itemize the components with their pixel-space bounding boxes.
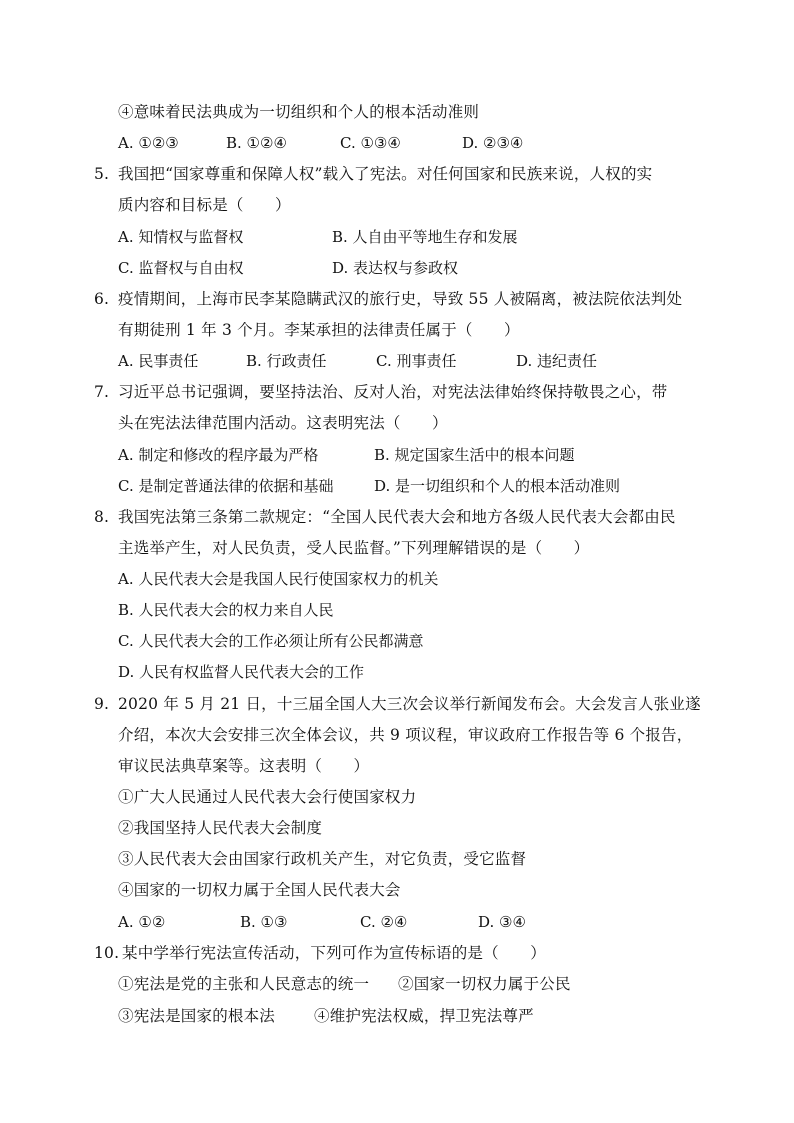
q5-option-b: B. 人自由平等地生存和发展 bbox=[332, 228, 518, 246]
q7-option-c: C. 是制定普通法律的依据和基础 bbox=[118, 477, 334, 495]
q10-item-4: ④维护宪法权威，捍卫宪法尊严 bbox=[314, 1007, 534, 1025]
q9-item-3: ③人民代表大会由国家行政机关产生，对它负责，受它监督 bbox=[118, 850, 527, 868]
q9-option-d: D. ③④ bbox=[478, 913, 526, 931]
q9-stem-line-1: 2020 年 5 月 21 日，十三届全国人大三次会议举行新闻发布会。大会发言人张业遂 bbox=[118, 695, 701, 713]
q10-item-1: ①宪法是党的主张和人民意志的统一 bbox=[118, 975, 370, 993]
q6-option-c: C. 刑事责任 bbox=[376, 352, 457, 370]
q6-option-d: D. 违纪责任 bbox=[516, 352, 598, 370]
q8-option-b: B. 人民代表大会的权力来自人民 bbox=[118, 601, 334, 619]
q6-stem-line-2: 有期徒刑 1 年 3 个月。李某承担的法律责任属于（ ） bbox=[118, 321, 520, 339]
q10-stem-line-1: 某中学举行宪法宣传活动，下列可作为宣传标语的是（ ） bbox=[122, 944, 546, 962]
q4-option-d: D. ②③④ bbox=[462, 134, 524, 152]
q5-stem-line-2: 质内容和目标是（ ） bbox=[118, 196, 291, 214]
q8-number: 8. bbox=[94, 508, 110, 526]
q4-option-b: B. ①②④ bbox=[226, 134, 287, 152]
q7-option-b: B. 规定国家生活中的根本问题 bbox=[374, 446, 575, 464]
q9-item-2: ②我国坚持人民代表大会制度 bbox=[118, 819, 323, 837]
q7-option-d: D. 是一切组织和个人的根本活动准则 bbox=[374, 477, 621, 495]
q10-number: 10. bbox=[94, 944, 120, 962]
q7-option-a: A. 制定和修改的程序最为严格 bbox=[118, 446, 319, 464]
q6-option-a: A. 民事责任 bbox=[118, 352, 199, 370]
q9-option-c: C. ②④ bbox=[360, 913, 408, 931]
q9-stem-line-3: 审议民法典草案等。这表明（ ） bbox=[118, 757, 370, 775]
q4-option-a: A. ①②③ bbox=[118, 134, 179, 152]
q6-option-b: B. 行政责任 bbox=[246, 352, 327, 370]
q9-item-1: ①广大人民通过人民代表大会行使国家权力 bbox=[118, 788, 417, 806]
q5-stem-line-1: 我国把“国家尊重和保障人权”载入了宪法。对任何国家和民族来说，人权的实 bbox=[118, 165, 653, 183]
q4-item-4: ④意味着民法典成为一切组织和个人的根本活动准则 bbox=[118, 103, 480, 121]
q8-option-c: C. 人民代表大会的工作必须让所有公民都满意 bbox=[118, 632, 424, 650]
q6-number: 6. bbox=[94, 290, 110, 308]
q7-stem-line-1: 习近平总书记强调，要坚持法治、反对人治，对宪法法律始终保持敬畏之心，带 bbox=[118, 383, 668, 401]
q5-option-d: D. 表达权与参政权 bbox=[332, 259, 459, 277]
q5-number: 5. bbox=[94, 165, 110, 183]
q9-item-4: ④国家的一切权力属于全国人民代表大会 bbox=[118, 881, 401, 899]
q5-option-c: C. 监督权与自由权 bbox=[118, 259, 244, 277]
q4-option-c: C. ①③④ bbox=[340, 134, 401, 152]
q8-stem-line-1: 我国宪法第三条第二款规定：“全国人民代表大会和地方各级人民代表大会都由民 bbox=[118, 508, 676, 526]
q8-stem-line-2: 主选举产生，对人民负责，受人民监督。”下列理解错误的是（ ） bbox=[118, 539, 590, 557]
q9-stem-line-2: 介绍，本次大会安排三次全体会议，共 9 项议程，审议政府工作报告等 6 个报告， bbox=[118, 726, 693, 744]
q5-option-a: A. 知情权与监督权 bbox=[118, 228, 244, 246]
q9-option-b: B. ①③ bbox=[240, 913, 288, 931]
q10-item-2: ②国家一切权力属于公民 bbox=[398, 975, 571, 993]
q8-option-a: A. 人民代表大会是我国人民行使国家权力的机关 bbox=[118, 570, 439, 588]
q7-stem-line-2: 头在宪法法律范围内活动。这表明宪法（ ） bbox=[118, 414, 448, 432]
q9-option-a: A. ①② bbox=[118, 913, 166, 931]
q6-stem-line-1: 疫情期间，上海市民李某隐瞒武汉的旅行史，导致 55 人被隔离，被法院依法判处 bbox=[118, 290, 683, 308]
q7-number: 7. bbox=[94, 383, 110, 401]
q8-option-d: D. 人民有权监督人民代表大会的工作 bbox=[118, 663, 365, 681]
q9-number: 9. bbox=[94, 695, 110, 713]
q10-item-3: ③宪法是国家的根本法 bbox=[118, 1007, 276, 1025]
